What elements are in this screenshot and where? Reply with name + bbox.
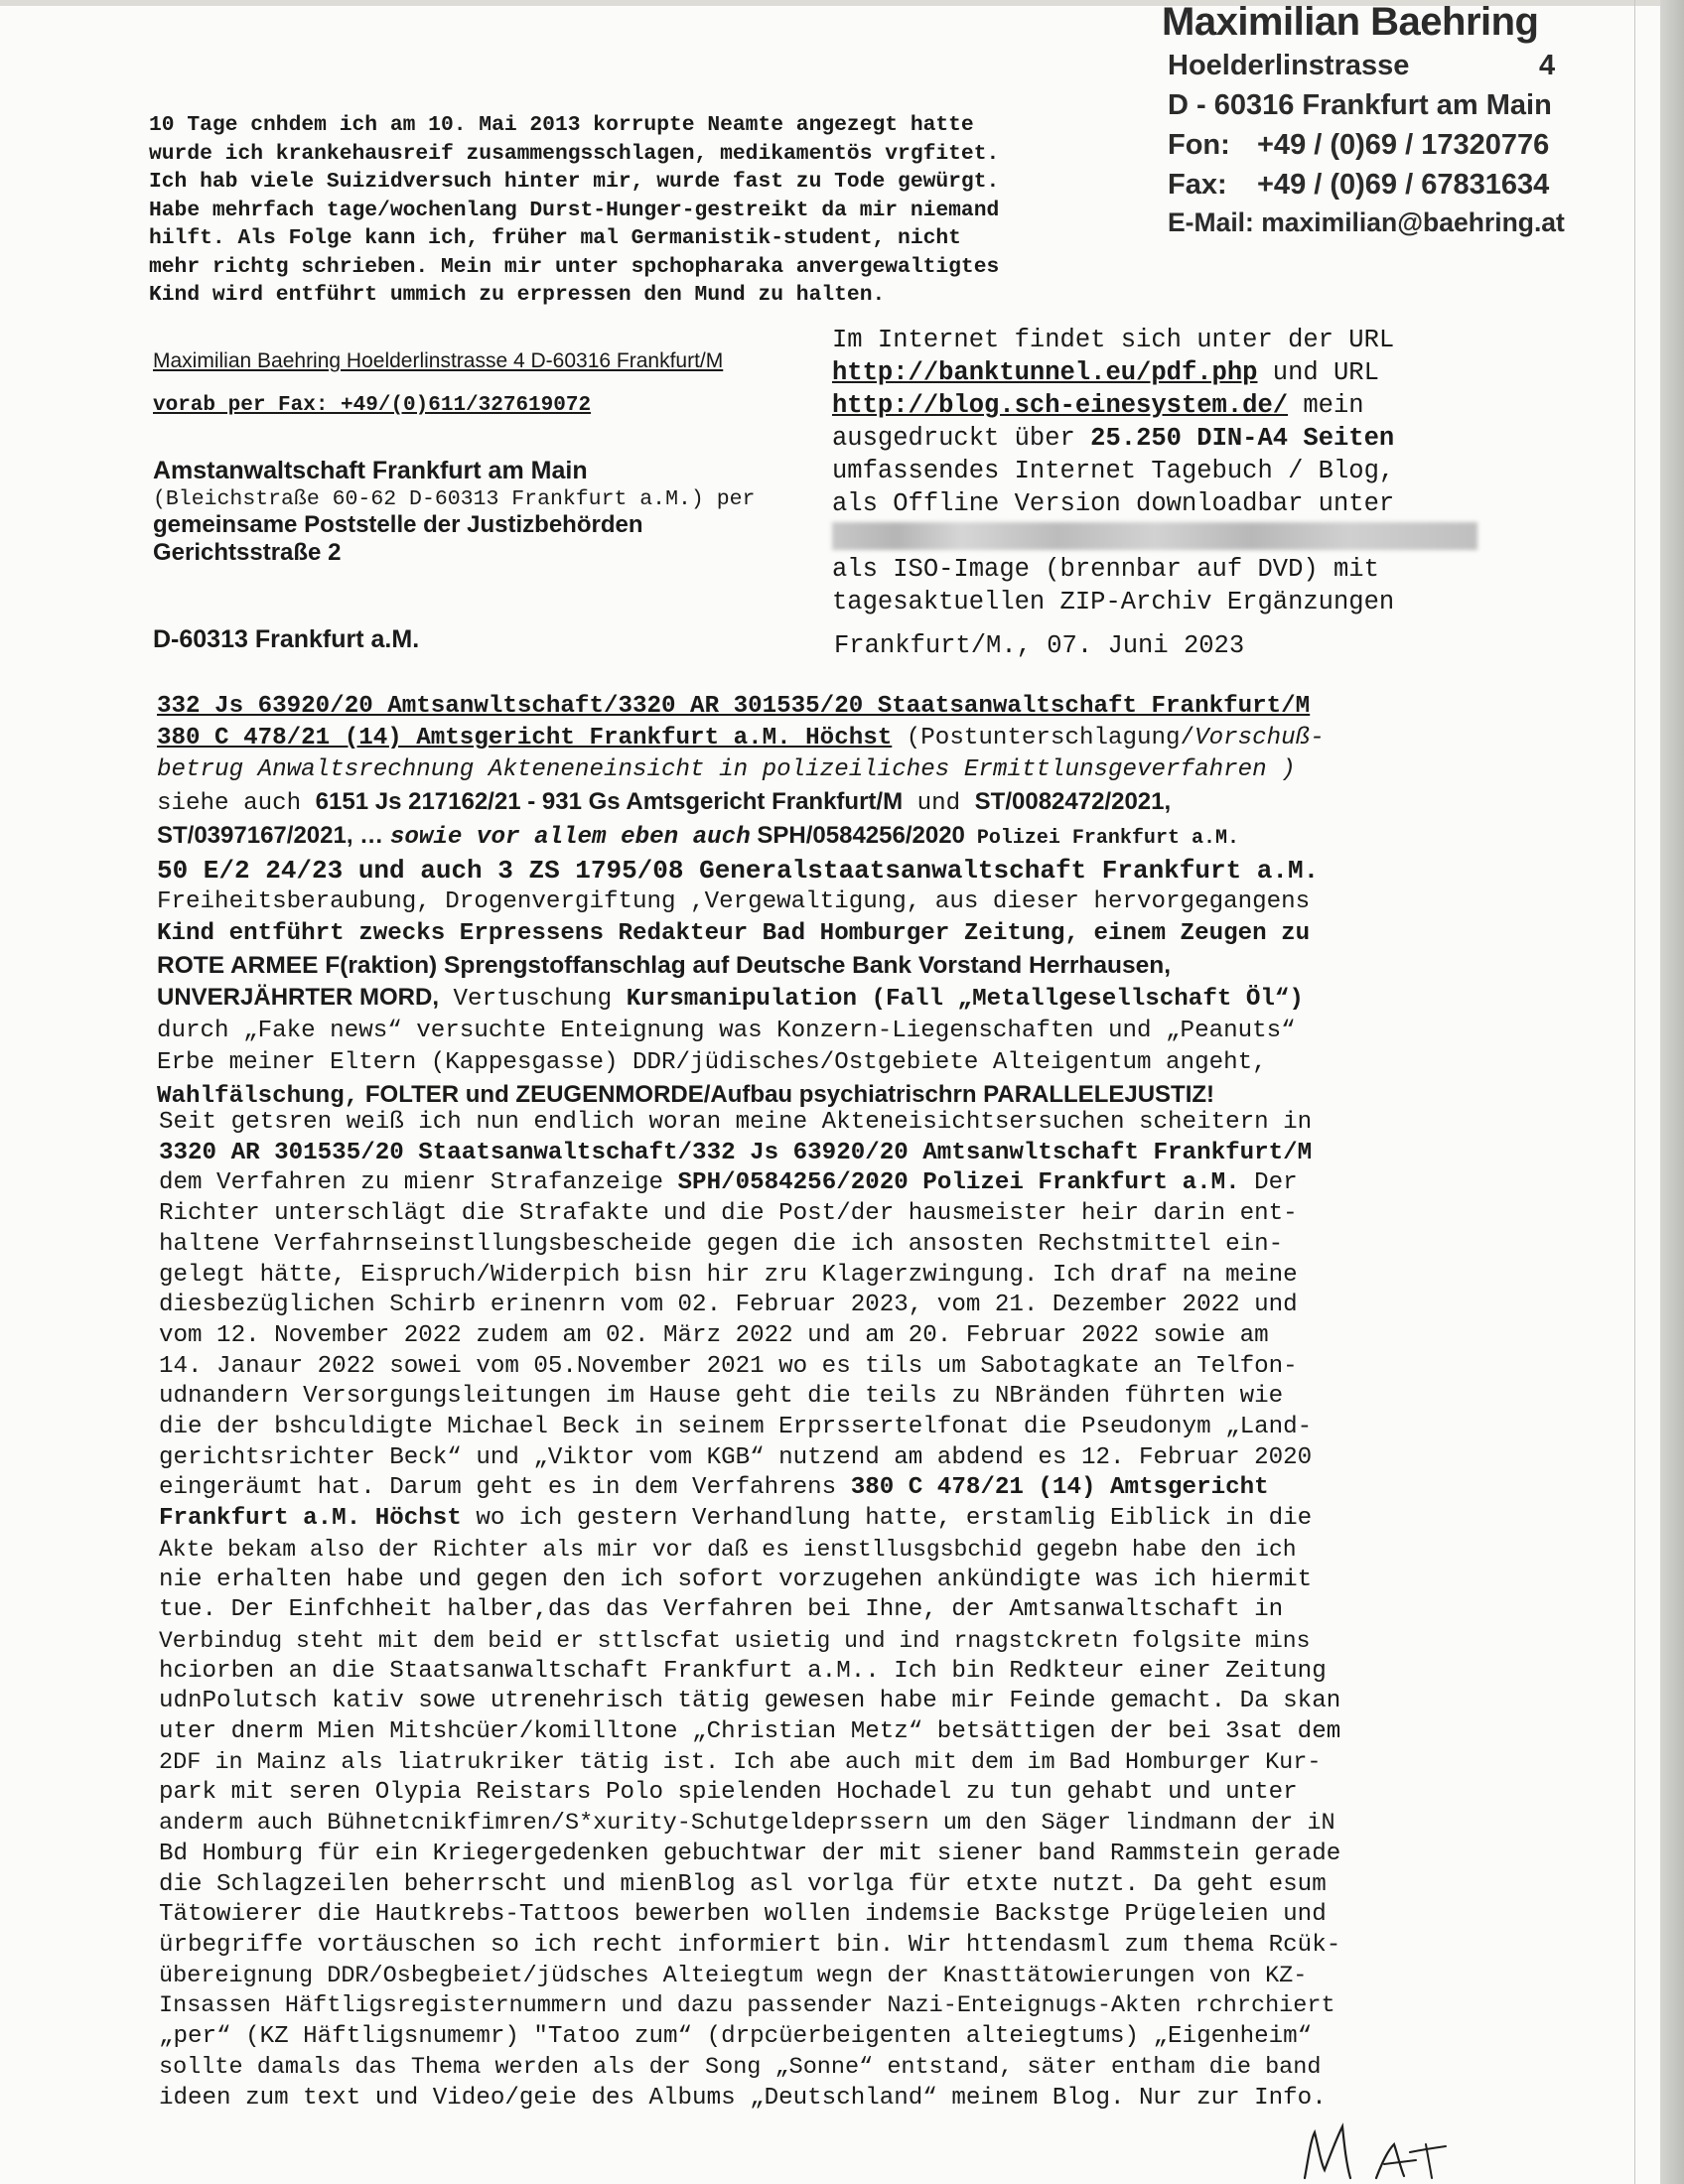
ref-line: 332 Js 63920/20 Amtsanwltschaft/3320 AR 301535/20 Staatsanwaltschaft Frankfurt/M <box>157 693 1311 720</box>
ref-line: ROTE ARMEE F(raktion) Sprengstoffanschlag auf Deutsche Bank Vorstand Herrhausen, <box>157 952 1171 979</box>
body-line: tue. Der Einfchheit halber,das das Verfahren bei Ihne, der Amtsanwaltschaft in <box>159 1596 1284 1624</box>
ref-line: siehe auch 6151 Js 217162/21 - 931 Gs Amtsgericht Frankfurt/M und ST/0082472/2021, <box>157 788 1172 817</box>
body-line: udnandern Versorgungsleitungen im Hause geht die teils zu NBränden führten wie <box>159 1383 1284 1411</box>
letterhead-phone-line <box>1168 129 1585 162</box>
notice-line: mehr richtg schrieben. Mein mir unter spchopharaka anvergewaltigtes <box>149 254 1000 279</box>
rcol-line6: als Offline Version downloadbar unter <box>832 489 1395 518</box>
url-banktunnel[interactable]: http://banktunnel.eu/pdf.php <box>832 358 1258 387</box>
body-paragraph <box>159 1108 1489 2114</box>
reference-block <box>157 691 1487 1113</box>
recipient-line2: (Bleichstraße 60-62 D-60313 Frankfurt a.M.) per <box>153 487 756 511</box>
body-line: diesbezüglichen Schirb erinenrn vom 02. Februar 2023, vom 21. Dezember 2022 und <box>159 1292 1298 1319</box>
body-line: gelegt hätte, Eispruch/Widerpich bisn hir zru Klagerzwingung. Ich draf na meine <box>159 1261 1298 1289</box>
notice-line: 10 Tage cnhdem ich am 10. Mai 2013 korrupte Neamte angezegt hatte <box>149 113 974 137</box>
ref-line: 380 C 478/21 (14) Amtsgericht Frankfurt a.M. Höchst (Postunterschlagung/Vorschuß- <box>157 725 1325 751</box>
notice-line: Habe mehrfach tage/wochenlang Durst-Hunger-gestreikt da mir niemand <box>149 198 1000 222</box>
rcol-line9: tagesaktuellen ZIP-Archiv Ergänzungen <box>832 588 1395 616</box>
letter-date: Frankfurt/M., 07. Juni 2023 <box>834 631 1245 660</box>
ref-line: ST/0397167/2021, … sowie vor allem eben auch SPH/0584256/2020 Polizei Frankfurt a.M. <box>157 822 1239 851</box>
body-line: nie erhalten habe und gegen den ich sofort vorzugehen ankündigte was ich hiermit <box>159 1566 1313 1593</box>
body-line: ideen zum text und Video/geie des Albums „Deutschland“ meinem Blog. Nur zur Info. <box>159 2084 1327 2112</box>
body-line: eingeräumt hat. Darum geht es in dem Verfahrens 380 C 478/21 (14) Amtsgericht <box>159 1474 1269 1502</box>
body-line: „per“ (KZ Häftligsnumemr) "Tatoo zum“ (drpcüerbeigenten alteiegtums) „Eigenheim“ <box>159 2023 1313 2051</box>
notice-line: wurde ich krankehausreif zusammengsschlagen, medikamentös vrgfitet. <box>149 141 1000 166</box>
rcol-line1: Im Internet findet sich unter der URL <box>832 326 1395 354</box>
body-line: anderm auch Bühnetcnikfimren/S*xurity-Schutgeldeprssern um den Säger lindmann der iN <box>159 1810 1335 1838</box>
body-line: die der bshculdigte Michael Beck in seinem Erprssertelfonat die Pseudonym „Land- <box>159 1414 1313 1441</box>
body-line: Richter unterschlägt die Strafakte und die Post/der hausmeister heir darin ent- <box>159 1200 1298 1228</box>
page-right-border <box>1634 0 1661 2184</box>
url-blog[interactable]: http://blog.sch-einesystem.de/ <box>832 391 1289 420</box>
letterhead-city: D - 60316 Frankfurt am Main <box>1168 89 1552 121</box>
letterhead-house-number: 4 <box>1539 50 1556 81</box>
body-line: Frankfurt a.M. Höchst wo ich gestern Verhandlung hatte, erstamlig Eiblick in die <box>159 1505 1313 1533</box>
body-line: Seit getsren weiß ich nun endlich woran meine Akteneisichtsersuchen scheitern in <box>159 1109 1313 1136</box>
rcol-line2: http://banktunnel.eu/pdf.php und URL <box>832 358 1379 387</box>
letterhead-fax-line <box>1168 169 1585 202</box>
rcol-line3: http://blog.sch-einesystem.de/ mein <box>832 391 1364 420</box>
ref-line: UNVERJÄHRTER MORD, Vertuschung Kursmanipulation (Fall „Metallgesellschaft Öl“) <box>157 984 1304 1013</box>
fax-number: +49 / (0)69 / 67831634 <box>1257 169 1550 201</box>
ref-line: Freiheitsberaubung, Drogenvergiftung ,Vergewaltigung, aus dieser hervorgegangens <box>157 888 1311 915</box>
ref-line: Kind entführt zwecks Erpressens Redakteur Bad Homburger Zeitung, einem Zeugen zu <box>157 920 1311 947</box>
ref-line: Erbe meiner Eltern (Kappesgasse) DDR/jüdisches/Ostgebiete Alteigentum angeht, <box>157 1049 1267 1076</box>
letterhead-street: Hoelderlinstrasse <box>1168 50 1410 81</box>
body-line: haltene Verfahrnseinstllungsbescheide gegen die ich ansosten Rechstmittel ein- <box>159 1230 1284 1258</box>
body-line: die Schlagzeilen beherrscht und mienBlog asl vorlga für etxte nutzt. Da geht esum <box>159 1870 1327 1898</box>
phone-label: Fon: <box>1168 129 1230 161</box>
body-line: vom 12. November 2022 zudem am 02. März 2022 und am 20. Februar 2022 sowie am <box>159 1321 1269 1349</box>
body-line: Akte bekam also der Richter als mir vor daß es ienstllusgsbchid gegebn habe den ich <box>159 1536 1297 1563</box>
rcol-line8: als ISO-Image (brennbar auf DVD) mit <box>832 555 1379 584</box>
body-line: hciorben an die Staatsanwaltschaft Frankfurt a.M.. Ich bin Redkteur einer Zeitung <box>159 1657 1327 1685</box>
rcol-line7 <box>832 520 1507 553</box>
blurred-url <box>832 522 1477 550</box>
letterhead-email: E-Mail: maximilian@baehring.at <box>1168 207 1565 237</box>
body-line: park mit seren Olypia Reistars Polo spielenden Hochadel zu tun gehabt und unter <box>159 1779 1298 1807</box>
body-line: Verbindug steht mit dem beid er sttlscfat usietig und ind rnagstckretn folgsite mins <box>159 1627 1311 1654</box>
body-line: Tätowierer die Hautkrebs-Tattoos bewerben wollen indemsie Backstge Prügeleien und <box>159 1901 1327 1929</box>
recipient-line4: Gerichtsstraße 2 <box>153 539 342 566</box>
notice-line: Kind wird entführt ummich zu erpressen den Mund zu halten. <box>149 283 886 307</box>
body-line: 14. Janaur 2022 sowei vom 05.November 2021 wo es tils um Sabotagkate an Telfon- <box>159 1352 1298 1380</box>
ref-line: 50 E/2 24/23 und auch 3 ZS 1795/08 Generalstaatsanwaltschaft Frankfurt a.M. <box>157 856 1320 886</box>
scanner-edge <box>1660 0 1684 2184</box>
ref-line: betrug Anwaltsrechnung Akteneneinsicht in polizeiliches Ermittlunsgeverfahren ) <box>157 756 1296 783</box>
letterhead-name: Maximilian Baehring <box>1162 0 1539 44</box>
ref-line: durch „Fake news“ versuchte Enteignung was Konzern-Liegenschaften und „Peanuts“ <box>157 1018 1296 1044</box>
rcol-line5: umfassendes Internet Tagebuch / Blog, <box>832 457 1395 485</box>
recipient-line3: gemeinsame Poststelle der Justizbehörden <box>153 511 643 538</box>
body-line: Bd Homburg für ein Kriegergedenken gebuchtwar der mit siener band Rammstein gerade <box>159 1840 1341 1867</box>
body-line: Insassen Häftligsregisternummern und dazu passender Nazi-Enteignugs-Akten rchrchiert <box>159 1992 1335 2020</box>
body-line: uter dnerm Mien Mitshcüer/komilltone „Christian Metz“ betsättigen der bei 3sat dem <box>159 1718 1341 1746</box>
body-line: udnPolutsch kativ sowe utrenehrisch tätig gewesen habe mir Feinde gemacht. Da skan <box>159 1688 1341 1715</box>
notice-line: hilft. Als Folge kann ich, früher mal Germanistik-student, nicht <box>149 226 961 250</box>
recipient-line1: Amstanwaltschaft Frankfurt am Main <box>153 457 588 484</box>
body-line: ürbegriffe vortäuschen so ich recht informiert bin. Wir httendasml zum thema Rcük- <box>159 1931 1341 1959</box>
letterhead-street-line <box>1168 50 1565 82</box>
body-line: übereignung DDR/Osbegbeiet/jüdsches Alteiegtum wegn der Knasttätowierungen von KZ- <box>159 1962 1308 1989</box>
fax-line: vorab per Fax: +49/(0)611/327619072 <box>153 394 592 417</box>
phone-number: +49 / (0)69 / 17320776 <box>1257 129 1550 161</box>
body-line: sollte damals das Thema werden als der Song „Sonne“ entstand, säter entham die band <box>159 2053 1322 2081</box>
recipient-city: D-60313 Frankfurt a.M. <box>153 625 420 653</box>
recipient-address <box>153 457 828 567</box>
ref-line: Wahlfälschung, FOLTER und ZEUGENMORDE/Aufbau psychiatrischrn PARALLELEJUSTIZ! <box>157 1081 1215 1110</box>
handwritten-signature <box>1291 2105 1470 2182</box>
fax-label: Fax: <box>1168 169 1227 201</box>
internet-notice <box>832 324 1507 618</box>
sender-line: Maximilian Baehring Hoelderlinstrasse 4 D-60316 Frankfurt/M <box>153 349 724 372</box>
body-line: dem Verfahren zu mienr Strafanzeige SPH/0584256/2020 Polizei Frankfurt a.M. Der <box>159 1169 1298 1197</box>
notice-block <box>149 111 1162 310</box>
notice-line: Ich hab viele Suizidversuch hinter mir, wurde fast zu Tode gewürgt. <box>149 170 1000 194</box>
rcol-line4: ausgedruckt über 25.250 DIN-A4 Seiten <box>832 424 1395 453</box>
body-line: 2DF in Mainz als liatrukriker tätig ist. Ich abe auch mit dem im Bad Homburger Kur- <box>159 1748 1322 1776</box>
body-line: gerichtsrichter Beck“ und „Viktor vom KGB“ nutzend am abdend es 12. Februar 2020 <box>159 1443 1313 1471</box>
body-line: 3320 AR 301535/20 Staatsanwaltschaft/332 Js 63920/20 Amtsanwltschaft Frankfurt/M <box>159 1139 1313 1166</box>
